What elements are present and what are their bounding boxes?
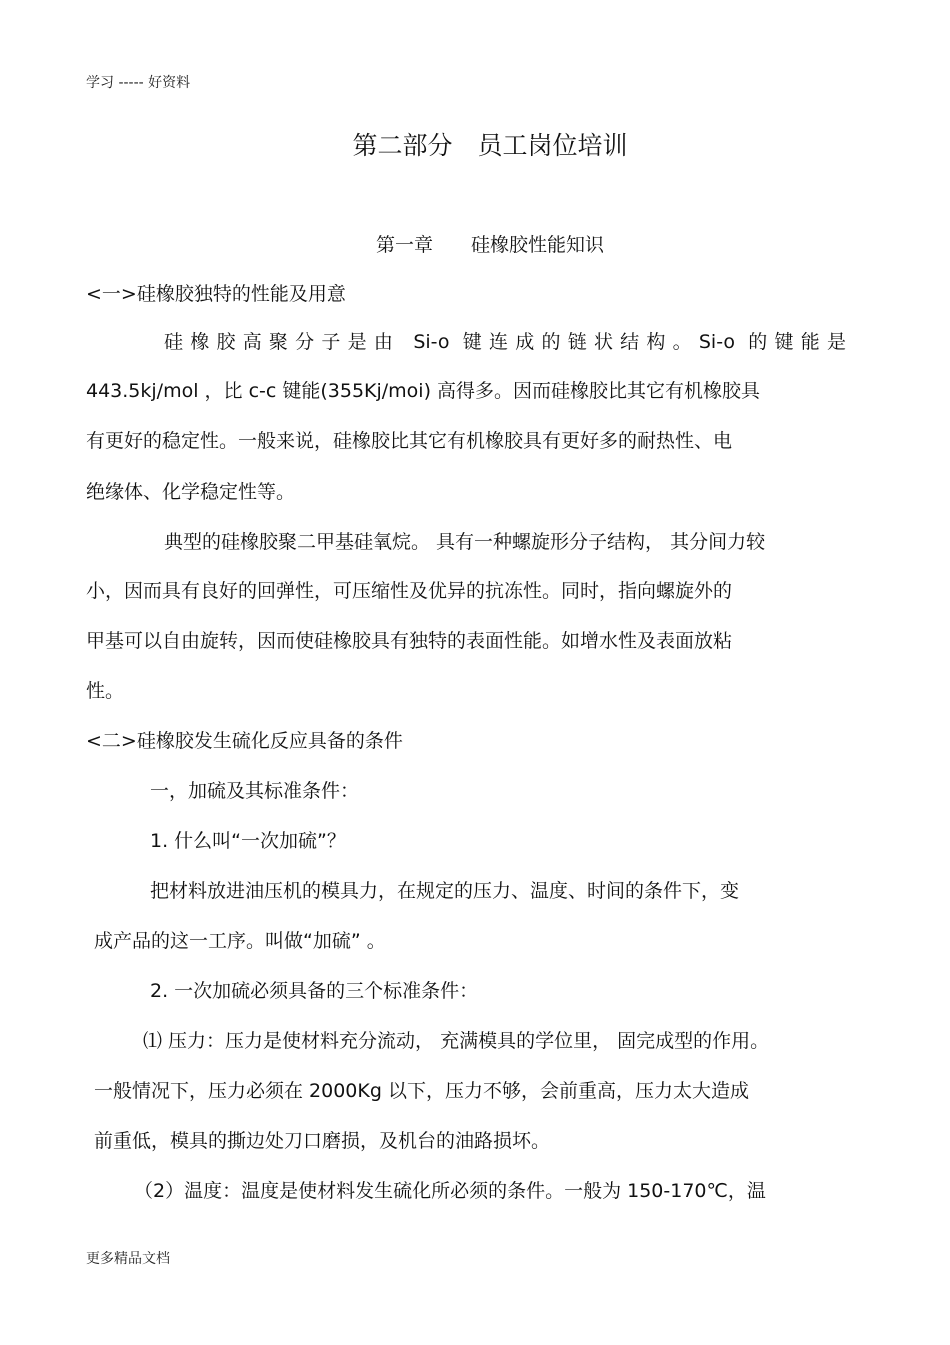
chapter-title: 第一章 硅橡胶性能知识 (375, 234, 604, 256)
page-title: 第二部分 员工岗位培训 (352, 131, 628, 160)
section-heading-1: <一>硅橡胶独特的性能及用意 (86, 283, 346, 305)
paragraph-line: 甲基可以自由旋转，因而使硅橡胶具有独特的表面性能。如增水性及表面放粘 (86, 630, 733, 652)
page-footer: 更多精品文档 (86, 1251, 170, 1267)
paragraph-line: 绝缘体、化学稳定性等。 (86, 481, 296, 503)
paragraph-line: 前重低，模具的撕边处刀口磨损，及机台的油路损坏。 (94, 1130, 551, 1152)
paragraph-line: 一般情况下，压力必须在 2000Kg 以下，压力不够，会前重高，压力太大造成 (94, 1080, 749, 1102)
paragraph-line: 有更好的稳定性。一般来说，硅橡胶比其它有机橡胶具有更好多的耐热性、电 (86, 430, 733, 452)
paragraph-line: 典型的硅橡胶聚二甲基硅氧烷。 具有一种螺旋形分子结构， 其分间力较 (164, 531, 766, 553)
paragraph-line: 443.5kj/mol ，比 c-c 键能(355Kj/moi) 高得多。因而硅橡胶比其它有机橡胶具 (86, 380, 761, 402)
paragraph-line: ⑴ 压力：压力是使材料充分流动， 充满模具的学位里， 固完成型的作用。 (143, 1030, 770, 1052)
paragraph-line: 小，因而具有良好的回弹性，可压缩性及优异的抗冻性。同时，指向螺旋外的 (86, 580, 733, 602)
page-header: 学习 ----- 好资料 (86, 75, 191, 91)
numbered-item: 1. 什么叫“一次加硫”？ (150, 830, 346, 852)
paragraph-line: 硅橡胶高聚分子是由 Si-o 键连成的链状结构。Si-o 的键能是 (164, 331, 846, 353)
paragraph-line: 性。 (86, 680, 125, 702)
numbered-item: 2. 一次加硫必须具备的三个标准条件： (150, 980, 479, 1002)
subheading: 一，加硫及其标准条件： (150, 780, 360, 802)
paragraph-line: （2）温度：温度是使材料发生硫化所必须的条件。一般为 150-170℃，温 (134, 1180, 766, 1202)
paragraph-line: 成产品的这一工序。叫做“加硫” 。 (94, 930, 386, 952)
section-heading-2: <二>硅橡胶发生硫化反应具备的条件 (86, 730, 403, 752)
paragraph-line: 把材料放进油压机的模具力，在规定的压力、温度、时间的条件下，变 (150, 880, 740, 902)
